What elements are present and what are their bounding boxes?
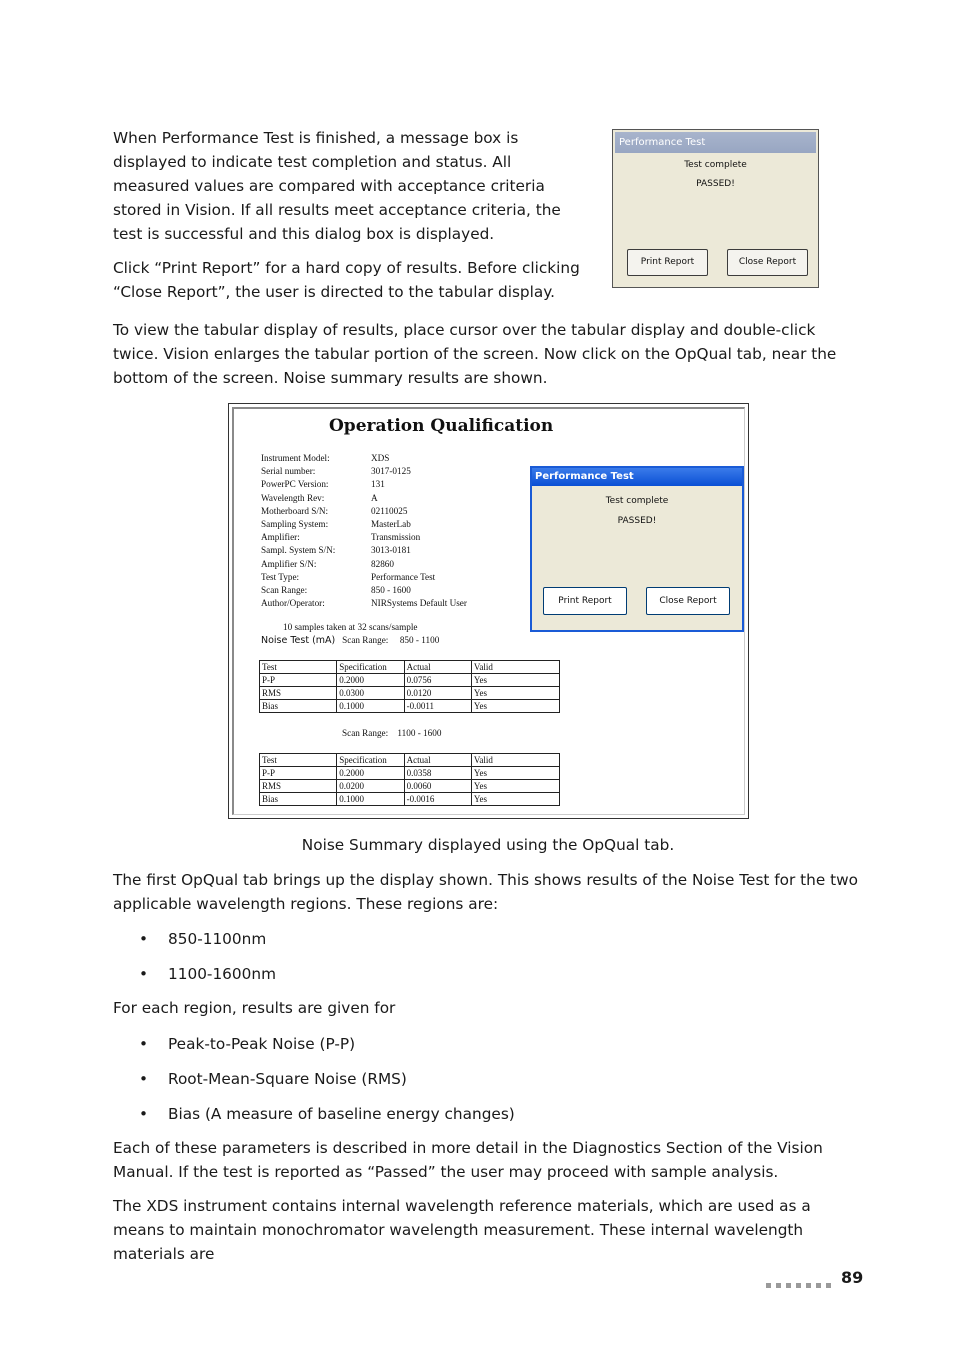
table-row [260, 767, 560, 780]
scan-range-2 [342, 728, 441, 738]
footer-dot [776, 1283, 781, 1288]
table-row [260, 674, 560, 687]
performance-test-dialog-large [530, 466, 744, 632]
table-cell: RMS [260, 687, 337, 700]
table-cell: 0.1000 [337, 793, 404, 806]
footer-dot [796, 1283, 801, 1288]
footer-dot [826, 1283, 831, 1288]
report-field-value: NIRSystems Default User [371, 598, 467, 609]
opqual-screenshot [228, 403, 749, 819]
table-cell: -0.0011 [404, 700, 471, 713]
page-number: 89 [841, 1268, 864, 1287]
view-paragraph: To view the tabular display of results, place cursor over the tabular display and double-click twice. Vision enlarges the tabular portion of the screen. Now click on the OpQual tab, near the bottom of the screen. Noise summary results are shown. [113, 321, 837, 387]
report-title: Operation Qualification [329, 416, 554, 436]
noise-table-1100-1600 [259, 753, 560, 806]
table-row [260, 780, 560, 793]
bullet-text: Bias (A measure of baseline energy changes) [168, 1105, 515, 1123]
each-region-paragraph: For each region, results are given for [113, 999, 396, 1017]
report-field-key: Author/Operator: [261, 598, 325, 609]
dialog2-title: Performance Test [532, 468, 742, 486]
table-cell: Specification [337, 754, 404, 767]
bullet-text: 1100-1600nm [168, 965, 276, 983]
report-field-key: Scan Range: [261, 585, 308, 595]
print-report-button[interactable]: Print Report [627, 249, 708, 276]
report-field-key: Test Type: [261, 571, 300, 582]
table-cell: Actual [404, 754, 471, 767]
table-cell: Valid [471, 754, 559, 767]
table-cell: P-P [260, 767, 337, 780]
print-report-paragraph: Click “Print Report” for a hard copy of results. Before clicking “Close Report”, the user is directed to the tabular display. [113, 259, 580, 301]
figure-caption: Noise Summary displayed using the OpQual tab. [301, 836, 675, 854]
table-cell: Yes [471, 674, 559, 687]
table-cell: 0.0060 [404, 780, 471, 793]
table-cell: 0.1000 [337, 700, 404, 713]
noise-table-850-1100 [259, 660, 560, 713]
scan-range-label-2: Scan Range: [342, 728, 389, 738]
report-field-key: Wavelength Rev: [261, 492, 325, 503]
print-report-button-2[interactable]: Print Report [543, 587, 627, 615]
bullet-dot: • [139, 1105, 149, 1123]
table-header-row [260, 754, 560, 767]
xds-paragraph: The XDS instrument contains internal wavelength reference materials, which are used as a means to maintain monochromator wavelength measurement. These internal wavelength materials are [113, 1197, 811, 1263]
footer-dot [766, 1283, 771, 1288]
close-report-button[interactable]: Close Report [727, 249, 808, 276]
scan-range-value-2: 1100 - 1600 [397, 728, 442, 738]
opqual-report-pane [232, 407, 745, 815]
bullet-text: Root-Mean-Square Noise (RMS) [168, 1070, 407, 1088]
footer-dot [806, 1283, 811, 1288]
table-cell: Yes [471, 780, 559, 793]
report-field-value: 131 [371, 479, 385, 490]
footer-dot [786, 1283, 791, 1288]
report-field-value: MasterLab [371, 519, 411, 529]
footer-dot [816, 1283, 821, 1288]
report-field-value: Transmission [371, 532, 421, 543]
bullet-text: Peak-to-Peak Noise (P-P) [168, 1035, 356, 1053]
report-field-key: Amplifier: [261, 532, 300, 543]
scan-range-value-1: 850 - 1100 [399, 635, 440, 645]
bullet-dot: • [139, 1070, 149, 1088]
close-report-button-2[interactable]: Close Report [646, 587, 730, 615]
table-cell: 0.0756 [404, 674, 471, 687]
bullet-dot: • [139, 965, 149, 983]
table-row [260, 687, 560, 700]
table-cell: Yes [471, 687, 559, 700]
table-row [260, 793, 560, 806]
table-cell: 0.0300 [337, 687, 404, 700]
report-field-key: Instrument Model: [261, 453, 330, 463]
params-paragraph: Each of these parameters is described in more detail in the Diagnostics Section of the Vision Manual. If the test is reported as “Passed” the user may proceed with sample analysis. [113, 1139, 823, 1181]
dialog-title: Performance Test [615, 132, 816, 153]
intro-paragraph: When Performance Test is finished, a message box is displayed to indicate test completion and status. All measured values are compared with acceptance criteria stored in Vision. If all results meet acceptance criteria, the test is successful and this dialog box is displayed. [113, 129, 561, 243]
table-cell: RMS [260, 780, 337, 793]
report-field-value: 82860 [371, 558, 394, 569]
table-header-row [260, 661, 560, 674]
table-cell: 0.0200 [337, 780, 404, 793]
table-cell: Test [260, 661, 337, 674]
table-cell: P-P [260, 674, 337, 687]
table-cell: -0.0016 [404, 793, 471, 806]
table-cell: Specification [337, 661, 404, 674]
table-cell: Yes [471, 700, 559, 713]
report-field-key: Amplifier S/N: [261, 558, 317, 569]
scan-range-label-1: Scan Range: [342, 635, 389, 645]
report-field-key: Serial number: [261, 466, 316, 477]
report-field-value: Performance Test [371, 571, 436, 582]
table-cell: 0.0120 [404, 687, 471, 700]
noise-label: Noise Test (mA) [261, 635, 336, 646]
table-cell: 0.2000 [337, 674, 404, 687]
bullet-text: 850-1100nm [168, 930, 267, 948]
table-cell: 0.2000 [337, 767, 404, 780]
report-field-key: PowerPC Version: [261, 479, 329, 490]
footer-dots [766, 1275, 836, 1294]
table-cell: 0.0358 [404, 767, 471, 780]
first-tab-paragraph: The first OpQual tab brings up the display shown. This shows results of the Noise Test for the two applicable wavelength regions. These regions are: [113, 871, 859, 913]
report-field-key: Sampl. System S/N: [261, 545, 336, 556]
dialog-message-passed: PASSED! [696, 179, 735, 189]
table-cell: Bias [260, 700, 337, 713]
samples-note: 10 samples taken at 32 scans/sample [283, 622, 418, 632]
report-field-key: Sampling System: [261, 519, 329, 529]
dialog-message-complete: Test complete [684, 160, 747, 170]
table-cell: Yes [471, 793, 559, 806]
bullet-dot: • [139, 930, 149, 948]
dialog2-message-complete: Test complete [605, 496, 669, 506]
table-cell: Test [260, 754, 337, 767]
report-field-value: XDS [371, 453, 390, 463]
table-cell: Bias [260, 793, 337, 806]
performance-test-dialog-small [612, 129, 819, 288]
report-field-value: 850 - 1600 [371, 585, 411, 595]
report-field-value: 02110025 [371, 505, 408, 516]
table-row [260, 700, 560, 713]
noise-test-label [261, 635, 439, 646]
table-cell: Valid [471, 661, 559, 674]
bullet-dot: • [139, 1035, 149, 1053]
table-cell: Yes [471, 767, 559, 780]
report-field-key: Motherboard S/N: [261, 505, 329, 516]
report-field-value: A [371, 492, 378, 503]
dialog2-message-passed: PASSED! [617, 516, 657, 526]
table-cell: Actual [404, 661, 471, 674]
report-field-value: 3017-0125 [371, 466, 411, 477]
report-field-value: 3013-0181 [371, 545, 411, 556]
